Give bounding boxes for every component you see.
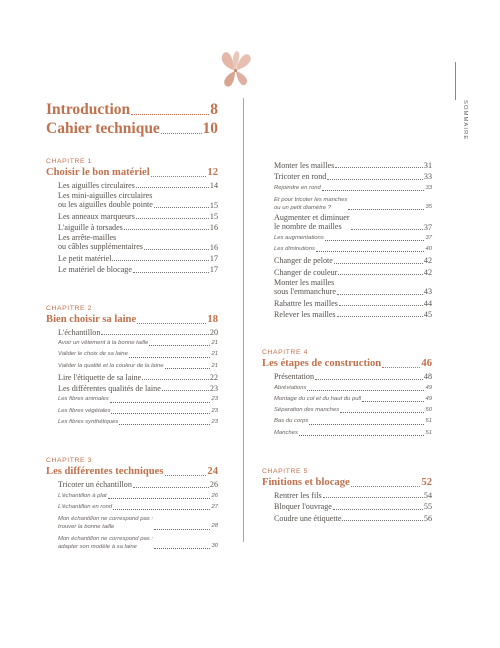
page-number: 49 [425,395,432,402]
entry-title: Bas du corps [274,418,309,425]
toc-entry[interactable] [262,309,432,320]
page-number: 21 [211,351,218,358]
dot-leader [162,390,209,391]
toc-entry[interactable] [262,213,432,233]
page-number: 51 [425,418,432,425]
dot-leader [133,487,209,488]
dot-leader [382,367,420,368]
dot-leader [351,486,421,487]
flower-logo [217,48,253,90]
entry-title-line: Augmenter et diminuer [274,213,350,223]
toc-subentry[interactable] [46,533,218,552]
entry-title: Relever les mailles [274,309,336,319]
entry-title: Tricoter un échantillon [58,480,132,490]
page-number: 37 [425,234,432,241]
toc-left-column [46,100,218,552]
page-number: 23 [211,407,218,414]
entry-title: Les aiguilles circulaires [58,181,135,190]
entry-title: Rabattre les mailles [274,298,338,308]
page-number: 42 [423,256,432,266]
page-number: 51 [425,429,432,436]
entry-title: Les fibres végétales [58,407,111,414]
entry-title [58,233,143,253]
toc-subentry[interactable] [46,417,218,428]
entry-title-line: ou les aiguilles double pointe [58,200,153,210]
entry-title: Valider le choix de sa laine [58,351,128,358]
page-number: 21 [211,339,218,346]
entry-title: Manches [274,429,298,436]
entry-title: Les différentes techniques [46,466,164,478]
dot-leader [154,548,210,549]
dot-leader [149,345,210,346]
toc-entry[interactable] [46,479,218,490]
entry-title: Montage du col et du haut du pull [274,395,362,402]
page-number: 8 [210,101,218,118]
dot-leader [335,167,423,168]
toc-subentry[interactable] [46,491,218,502]
chapter-label: CHAPITRE 2 [46,304,93,312]
page-number: 21 [211,362,218,369]
entry-title: Choisir le bon matériel [46,167,150,178]
dot-leader [334,263,423,264]
entry-title-line: le nombre de mailles [274,222,342,232]
dot-leader [316,251,425,252]
dot-leader [108,498,211,499]
toc-subentry[interactable] [262,194,432,213]
page-number: 50 [425,407,432,414]
dot-leader [339,305,423,306]
dot-leader [309,424,424,425]
toc-subentry[interactable] [46,502,218,513]
toc-entry[interactable] [46,211,218,222]
toc-entry[interactable] [262,298,432,309]
toc-subentry[interactable] [262,383,432,394]
dot-leader [337,316,423,317]
entry-title: Les anneaux marqueurs [58,211,135,221]
toc-subentry[interactable] [46,406,218,417]
dot-leader [101,334,209,335]
entry-title: Les étapes de construction [262,358,382,370]
entry-title: Le petit matériel [58,254,112,264]
page-number: 40 [425,246,432,253]
page-number: 16 [209,223,218,233]
dot-leader [165,368,211,369]
dot-leader [307,390,424,391]
page-number: 28 [211,523,218,530]
entry-title: Lire l'étiquette de sa laine [58,372,142,382]
chapter-title-entry[interactable] [46,313,218,327]
page-number: 20 [209,327,218,337]
page-number: 55 [423,502,432,512]
entry-title: Les fibres synthétiques [58,419,119,426]
entry-title: Les fibres animales [58,396,109,403]
page-number: 17 [209,254,218,264]
dot-leader [322,190,425,191]
page-number: 35 [425,204,432,210]
column-divider [243,98,244,542]
page-number: 12 [207,167,218,178]
entry-title [58,513,153,532]
dot-leader [327,179,423,180]
entry-title: L'aiguille à torsades [58,223,123,233]
entry-title [58,191,153,211]
toc-entry[interactable] [262,490,432,501]
chapter-label: CHAPITRE 3 [46,457,93,465]
sidebar-rule [455,62,456,100]
toc-entry[interactable] [46,327,218,338]
page-number: 44 [423,298,432,308]
entry-title-line: Et pour tricoter les manches [274,196,348,203]
dot-leader [351,229,423,230]
dot-leader [340,412,424,413]
entry-title-line: Mon échantillon ne correspond pas : [58,516,153,523]
page-number: 48 [423,372,432,382]
page-number: 46 [421,358,432,370]
dot-leader [137,323,206,324]
chapter-label: CHAPITRE 5 [262,468,309,476]
chapter-title-entry[interactable] [262,476,432,490]
dot-leader [110,402,211,403]
dot-leader [129,357,211,358]
dot-leader [315,379,423,380]
page-number: 56 [423,513,432,523]
page-number: 42 [423,267,432,277]
entry-title: L'échantillon à plat [58,492,107,499]
entry-title: Rentrer les fils [274,491,322,501]
entry-title [274,278,336,298]
entry-title: Changer de couleur [274,267,338,277]
entry-title: L'échantillon [58,327,101,337]
entry-title: Valider la qualité et la couleur de la laine [58,362,164,369]
page-number: 49 [425,384,432,391]
dot-leader [338,274,423,275]
entry-title: Les augmentations [274,234,324,241]
page-number: 14 [209,181,218,190]
dot-leader [325,240,425,241]
page-number: 24 [207,466,218,478]
entry-title-line: Les mini-aiguilles circulaires [58,191,153,201]
entry-title: Changer de pelote [274,256,333,266]
dot-leader [131,114,209,115]
page-number: 17 [209,265,218,275]
dot-leader [299,435,425,436]
toc-entry[interactable] [46,222,218,233]
entry-title [274,194,347,213]
toc-entry[interactable] [46,191,218,211]
entry-title: Tricoter en rond [274,172,327,182]
entry-title: Coudre une étiquette [274,513,342,523]
toc-entry[interactable] [262,160,432,171]
toc-entry[interactable] [46,383,218,394]
page-number: 45 [423,309,432,319]
toc-subentry[interactable] [46,513,218,532]
chapter-label: CHAPITRE 1 [46,158,93,165]
page-number: 33 [425,184,432,191]
toc-subentry[interactable] [262,428,432,439]
toc-entry[interactable] [262,371,432,382]
page-number: 18 [207,313,218,325]
entry-title [58,533,153,552]
page-number: 33 [423,172,432,182]
chapter-title-entry[interactable] [262,357,432,371]
page-number: 31 [423,161,432,170]
entry-title: L'échantillon en rond [58,503,113,510]
dot-leader [119,424,210,425]
dot-leader [362,401,424,402]
dot-leader [136,187,209,188]
toc-right-column [262,160,432,524]
entry-title-line: sous l'emmanchure [274,286,336,296]
toc-subentry[interactable] [262,183,432,194]
toc-entry[interactable] [262,267,432,278]
toc-entry[interactable] [46,253,218,264]
toc-entry[interactable] [46,264,218,275]
toc-subentry[interactable] [46,394,218,405]
page-number: 30 [211,542,218,549]
entry-title: Séparation des manches [274,407,340,414]
dot-leader [165,475,207,476]
toc-entry[interactable] [46,372,218,383]
entry-title: Rejoindre en rond [274,184,321,191]
section-entry[interactable] [46,100,218,119]
entry-title-line: Les arrête-mailles [58,233,117,243]
page-number: 26 [211,492,218,499]
entry-title-line: ou câbles supplémentaires [58,242,143,252]
dot-leader [113,509,210,510]
entry-title: Le matériel de blocage [58,265,132,275]
page-number: 23 [211,396,218,403]
toc-entry[interactable] [262,513,432,524]
entry-title: Monter les mailles [274,161,335,170]
entry-title: Bloquer l'ouvrage [274,502,332,512]
page-number: 16 [209,242,218,252]
dot-leader [348,209,424,210]
entry-title: Les différentes qualités de laine [58,384,161,394]
sommaire-label: SOMMAIRE [462,100,468,141]
dot-leader [111,413,210,414]
chapter-title-entry[interactable] [46,465,218,479]
toc-entry[interactable] [262,171,432,182]
dot-leader [333,509,423,510]
page-number: 26 [209,480,218,490]
page-number: 43 [423,287,432,297]
dot-leader [154,207,209,208]
toc-entry[interactable] [262,255,432,266]
entry-title: Bien choisir sa laine [46,313,137,325]
entry-title-line: Mon échantillon ne correspond pas : [58,535,153,542]
entry-title-line: trouver la bonne taille [58,524,115,531]
dot-leader [154,529,210,530]
dot-leader [136,218,209,219]
entry-title: Cahier technique [46,120,160,137]
entry-title: Finitions et blocage [262,477,350,489]
entry-title: Les diminutions [274,246,315,253]
toc-entry[interactable] [262,278,432,298]
entry-title: Introduction [46,101,131,118]
page-number: 23 [209,384,218,394]
page-number: 10 [202,120,218,137]
toc-entry[interactable] [262,501,432,512]
entry-title: Abréviations [274,384,307,391]
dot-leader [151,176,207,177]
entry-title: Présentation [274,372,315,382]
section-entry[interactable] [46,119,218,138]
toc-entry[interactable] [46,233,218,253]
page-number: 52 [421,477,432,489]
toc-subentry[interactable] [46,349,218,360]
dot-leader [323,497,423,498]
page-number: 15 [209,211,218,221]
chapter-label: CHAPITRE 4 [262,349,309,357]
dot-leader [142,379,209,380]
toc-subentry[interactable] [262,416,432,427]
dot-leader [144,249,209,250]
entry-title-line: Monter les mailles [274,278,335,288]
toc-subentry[interactable] [262,394,432,405]
toc-subentry[interactable] [262,405,432,416]
dot-leader [133,272,209,273]
entry-title: Avoir un vêtement à la bonne taille [58,339,149,346]
toc-subentry[interactable] [46,338,218,349]
entry-title-line: adapter son modèle à sa laine [58,543,137,550]
entry-title-line: ou un petit diamètre ? [274,205,331,212]
dot-leader [112,260,208,261]
toc-subentry[interactable] [46,361,218,372]
page-number: 22 [209,372,218,382]
chapter-title-entry[interactable] [46,166,218,180]
page-number: 54 [423,491,432,501]
dot-leader [161,133,202,134]
dot-leader [337,294,423,295]
toc-entry[interactable] [46,180,218,191]
page-number: 27 [211,503,218,510]
dot-leader [124,229,209,230]
entry-title [274,213,350,233]
dot-leader [342,520,422,521]
toc-subentry[interactable] [262,233,432,244]
page-number: 23 [211,419,218,426]
page-number: 15 [209,200,218,210]
toc-subentry[interactable] [262,244,432,255]
page-number: 37 [423,222,432,232]
